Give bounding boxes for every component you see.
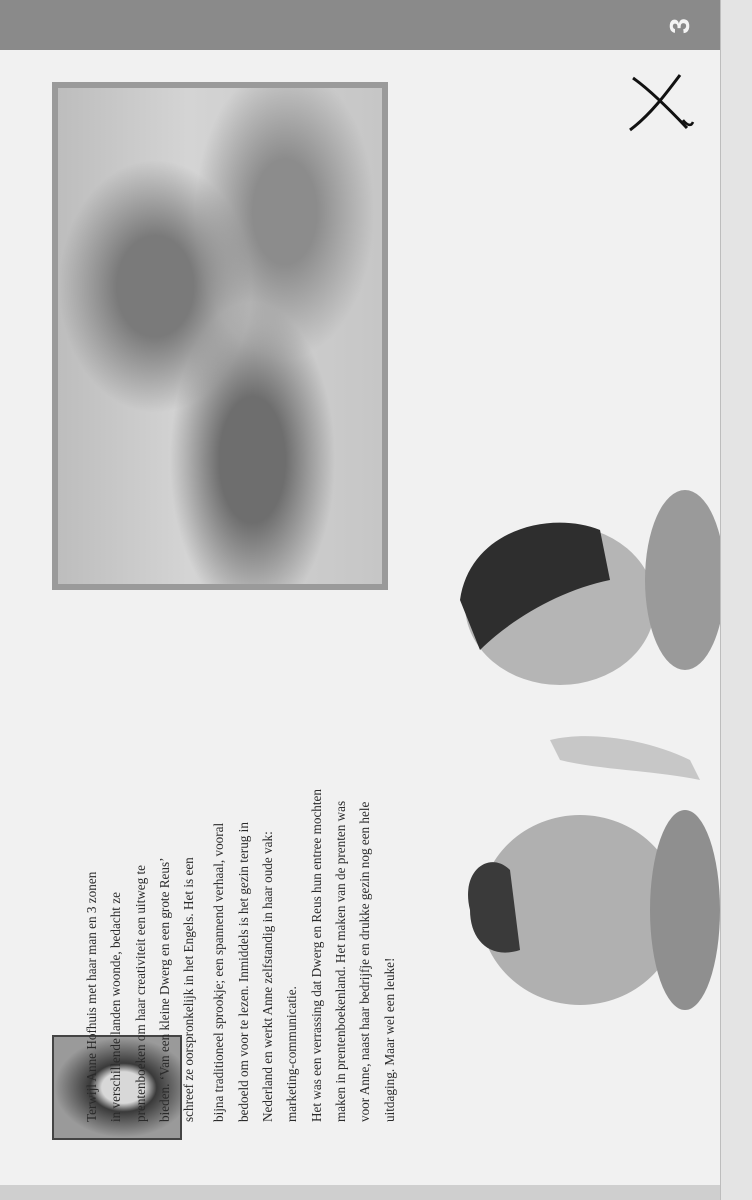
dwarf-and-giant-illustration: [450, 490, 720, 1020]
header-bar: [0, 0, 720, 50]
bio-line: in verschillende landen woonde, bedacht ze: [108, 892, 124, 1122]
fairytale-illustration: [52, 82, 388, 590]
bio-line: bijna traditioneel sprookje; een spannend verhaal, vooral: [211, 822, 227, 1122]
scan-border: [0, 1185, 720, 1200]
bio-line: bieden. ‘Van een kleine Dwerg en een grote Reus’: [156, 857, 172, 1122]
bio-line: voor Anne, naast haar bedrijfje en drukke gezin nog een hele: [357, 801, 373, 1122]
bio-line: schreef ze oorspronkelijk in het Engels. Het is een: [181, 857, 197, 1122]
bio-line: maken in prentenboekenland. Het maken van de prenten was: [332, 800, 348, 1122]
handwritten-x-mark: [625, 70, 695, 135]
bio-line: uitdaging. Maar wel een leuke!: [381, 957, 397, 1122]
page-edge: [720, 0, 752, 1200]
bio-line: Nederland en werkt Anne zelfstandig in haar oude vak:: [260, 831, 276, 1122]
bio-line: Het was een verrassing dat Dwerg en Reus hun entree mochten: [308, 789, 324, 1122]
bio-line: marketing-communicatie.: [284, 986, 300, 1122]
bio-line: bedoeld om voor te lezen. Inmiddels is het gezin terug in: [235, 822, 251, 1122]
page-number: 3: [664, 18, 695, 34]
bio-line: Terwijl Anne Hofhuis met haar man en 3 zonen: [84, 871, 99, 1122]
bio-line: prentenboeken om haar creativiteit een uitweg te: [132, 864, 148, 1122]
author-bio: [80, 632, 402, 1122]
